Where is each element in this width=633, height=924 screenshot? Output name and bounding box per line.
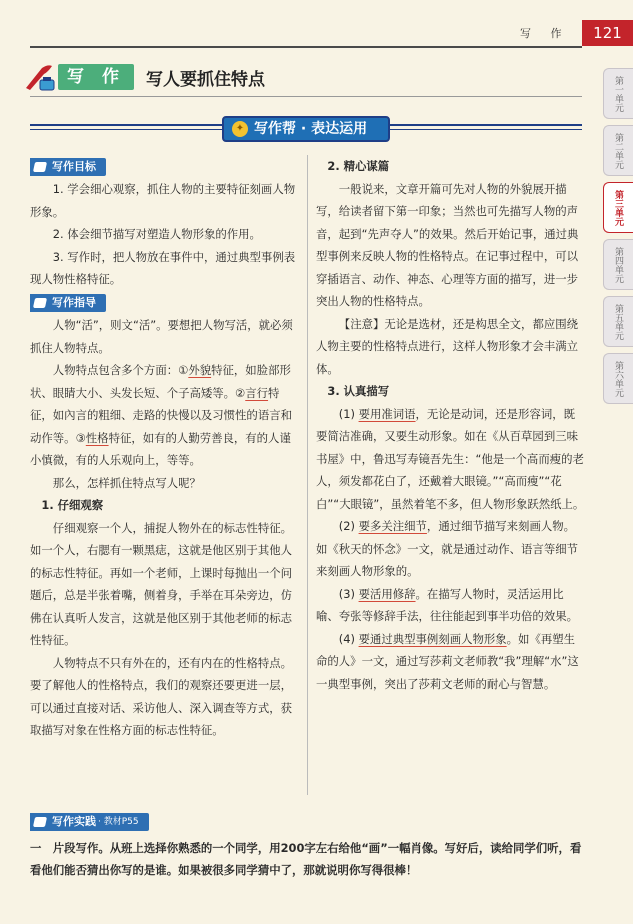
body-paragraph: 仔细观察一个人，捕捉人物外在的标志性特征。如一个人，右腮有一颗黑痣，这就是他区别于其他人的标志性特征。再如一个老师，上课时每抛出一个问题后，总是半张着嘴，侧着身，手举在耳朵旁边，仿佛在认真听人发言，这就是他区别于其他老师的标志性特征。: [30, 520, 293, 647]
method-item: (1) 要用准词语，无论是动词，还是形容词，既要简洁准确，又要生动形象。如在《从百草园到三味书屋》中，鲁迅写寿镜吾先生：“他是一个高而瘦的老人，须发都花白了，还戴着大眼镜。”“高而瘦”“花白”“大眼镜”，虽然着笔不多，但人物形象跃然纸上。: [316, 406, 585, 511]
method-item: (4) 要通过典型事例刻画人物形象。如《再塑生命的人》一文，通过写莎莉文老师教“我”理解“水”这一典型事例，突出了莎莉文老师的耐心与智慧。: [316, 631, 579, 691]
underline-term: 性格: [85, 430, 109, 445]
page-title: 写人要抓住特点: [146, 70, 265, 90]
column-divider: [307, 155, 308, 795]
underline-term: 要通过典型事例刻画人物形象: [358, 631, 507, 646]
page-number: 121: [582, 20, 633, 46]
unit-tab-3[interactable]: 第三单元: [603, 182, 633, 233]
lightbulb-icon: ✦: [232, 121, 248, 137]
unit-tab-1[interactable]: 第一单元: [603, 68, 633, 119]
underline-term: 要活用修辞: [358, 586, 416, 601]
goal-label: 写作目标: [30, 158, 106, 176]
right-column: [316, 155, 586, 695]
page-header: [0, 0, 633, 50]
subheading: 1. 仔细观察: [41, 498, 104, 512]
unit-tabs: [600, 68, 633, 410]
practice-label: 写作实践 · 教材P55: [30, 813, 149, 831]
running-head: 写 作: [520, 27, 570, 40]
underline-term: 言行: [245, 385, 269, 400]
subheading: 2. 精心谋篇: [327, 159, 390, 173]
method-item: (2) 要多关注细节，通过细节描写来刻画人物。如《秋天的怀念》一文，就是通过动作、语言等细节来刻画人物形象的。: [316, 519, 578, 578]
left-column: [30, 155, 298, 742]
practice-section: [30, 810, 590, 882]
header-rule: [30, 46, 582, 48]
quill-inkpot-icon: [22, 62, 58, 92]
goal-item: 1. 学会细心观察，抓住人物的主要特征刻画人物形象。: [30, 182, 296, 219]
section-banner: [30, 116, 582, 142]
underline-term: 外貌: [188, 363, 212, 377]
underline-term: 要多关注细节: [358, 519, 427, 533]
banner-pill: [222, 116, 390, 142]
unit-tab-2[interactable]: 第二单元: [603, 125, 633, 176]
section-tag: 写 作: [58, 64, 134, 90]
guide-label: 写作指导: [30, 294, 106, 312]
guide-paragraph: 那么，怎样抓住特点写人呢？: [52, 475, 201, 490]
title-rule: [30, 96, 582, 97]
practice-text: 一 片段写作。从班上选择你熟悉的一个同学，用200字左右给他“画”一幅肖像。写好后，读给同学们听，看看他们能否猜出你写的是谁。如果被很多同学猜中了，那就说明你写得很棒！: [30, 840, 582, 877]
guide-paragraph: 人物“活”，则文“活”。要想把人物写活，就必须抓住人物特点。: [30, 318, 293, 355]
note-paragraph: 【注意】无论是选材，还是构思全文，都应围绕人物主要的性格特点进行，这样人物形象才会丰满立体。: [316, 316, 579, 376]
subheading: 3. 认真描写: [327, 384, 390, 398]
banner-label: 写作帮 · 表达运用: [254, 121, 368, 137]
unit-tab-5[interactable]: 第五单元: [603, 296, 633, 347]
goal-item: 2. 体会细节描写对塑造人物形象的作用。: [52, 227, 261, 242]
goal-item: 3. 写作时，把人物放在事件中，通过典型事例表现人物性格特征。: [30, 249, 296, 287]
unit-tab-4[interactable]: 第四单元: [603, 239, 633, 290]
guide-paragraph: 人物特点包含多个方面：①外貌特征，如脸部形状、眼睛大小、头发长短、个子高矮等。②言行特征，如內言的粗细、走路的快慢以及习惯性的语言和动作等。③性格特征，如有的人勤劳善良，有的人谨小慎微，有的人乐观向上，等等。: [30, 363, 292, 467]
method-item: (3) 要活用修辞。在描写人物时，灵活运用比喻、夸张等修辞手法，往往能起到事半功倍的效果。: [316, 586, 578, 623]
body-paragraph: 人物特点不只有外在的，还有内在的性格特点。要了解他人的性格特点，我们的观察还要更进一层，可以通过直接对话、采访他人、深入调查等方式，获取描写对象在性格方面的标志性特征。: [30, 655, 293, 737]
body-paragraph: 一般说来，文章开篇可先对人物的外貌展开描写，给读者留下第一印象；当然也可先描写人物的声音，起到“先声夺人”的效果。然后开始记事，通过典型事例来反映人物的性格特点。在记事过程中，可以穿插语言、动作、神态、心理等方面的描写，进一步突出人物的性格特点。: [316, 181, 579, 308]
underline-term: 要用准词语: [358, 406, 416, 421]
unit-tab-6[interactable]: 第六单元: [603, 353, 633, 404]
practice-note: · 教材P55: [98, 817, 139, 827]
